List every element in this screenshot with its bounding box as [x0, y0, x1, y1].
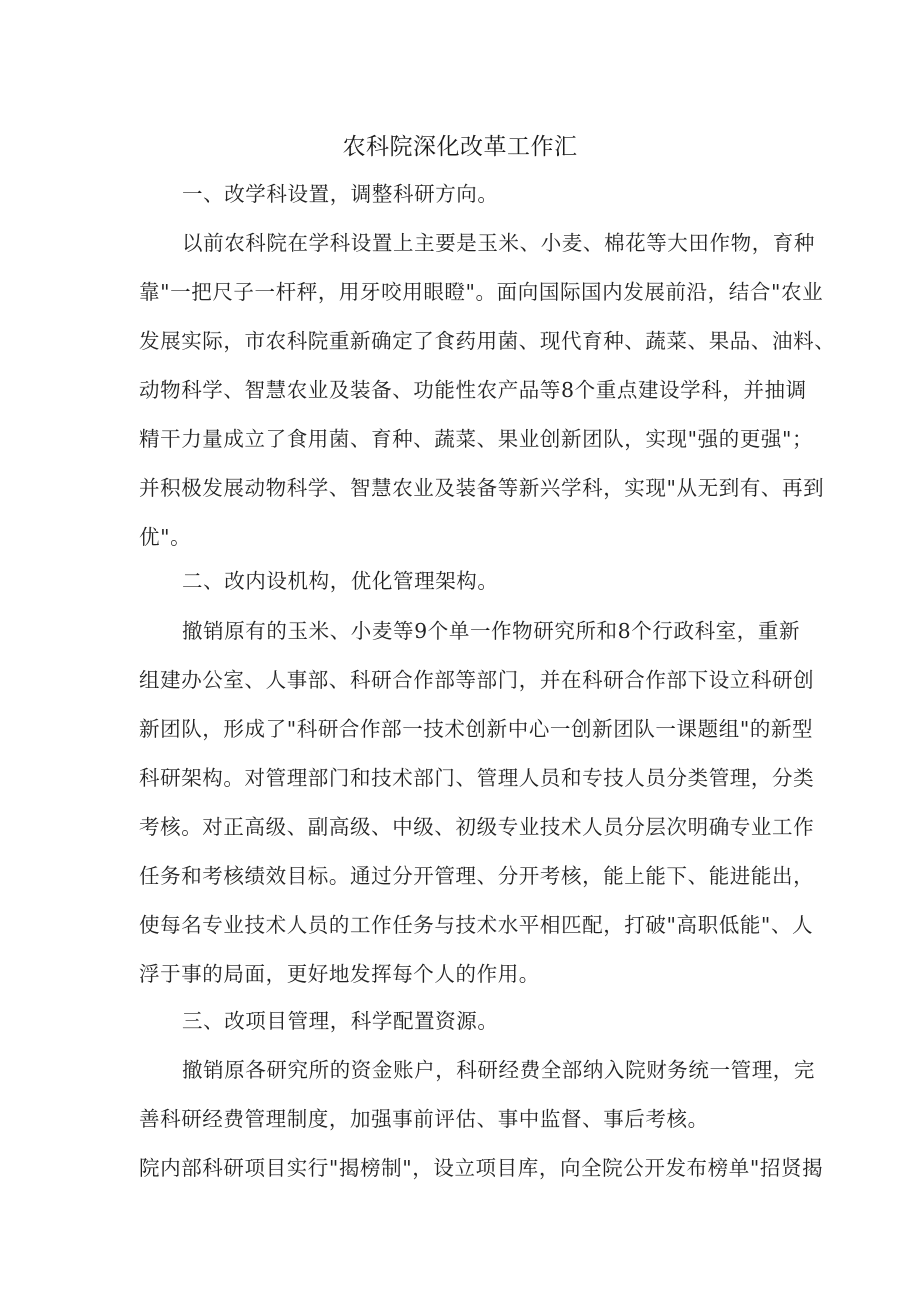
paragraph-line: 发展实际，市农科院重新确定了食药用菌、现代育种、蔬菜、果品、油料、: [139, 329, 836, 353]
paragraph-line: 善科研经费管理制度，加强事前评估、事中监督、事后考核。: [139, 1107, 709, 1131]
section-heading-1: 一、改学科设置，调整科研方向。: [182, 182, 499, 206]
paragraph-line: 并积极发展动物科学、智慧农业及装备等新兴学科，实现"从无到有、再到: [139, 476, 825, 500]
section-heading-2: 二、改内设机构，优化管理架构。: [182, 569, 499, 593]
paragraph-line: 组建办公室、人事部、科研合作部等部门，并在科研合作部下设立科研创: [139, 668, 815, 692]
paragraph-line: 撤销原有的玉米、小麦等9个单一作物研究所和8个行政科室，重新: [182, 619, 801, 643]
paragraph-line: 撤销原各研究所的资金账户，科研经费全部纳入院财务统一管理，完: [182, 1058, 815, 1082]
document-title: 农科院深化改革工作汇: [342, 134, 578, 160]
paragraph-line: 考核。对正高级、副高级、中级、初级专业技术人员分层次明确专业工作: [139, 815, 815, 839]
paragraph-line: 科研架构。对管理部门和技术部门、管理人员和专技人员分类管理，分类: [139, 766, 815, 790]
paragraph-line: 新团队，形成了"科研合作部一技术创新中心一创新团队一课题组"的新型: [139, 717, 814, 741]
paragraph-line: 院内部科研项目实行"揭榜制"，设立项目库，向全院公开发布榜单"招贤揭: [139, 1156, 824, 1180]
paragraph-line: 优"。: [139, 525, 192, 549]
paragraph-line: 浮于事的局面，更好地发挥每个人的作用。: [139, 962, 540, 986]
paragraph-line: 动物科学、智慧农业及装备、功能性农产品等8个重点建设学科，并抽调: [139, 378, 807, 402]
paragraph-line: 精干力量成立了食用菌、育种、蔬菜、果业创新团队，实现"强的更强"；: [139, 427, 814, 451]
paragraph-line: 任务和考核绩效目标。通过分开管理、分开考核，能上能下、能进能出，: [139, 864, 815, 888]
section-heading-3: 三、改项目管理，科学配置资源。: [182, 1009, 499, 1033]
paragraph-line: 靠"一把尺子一杆秤，用牙咬用眼瞪"。面向国际国内发展前沿，结合"农业: [139, 280, 824, 304]
paragraph-line: 使每名专业技术人员的工作任务与技术水平相匹配，打破"高职低能"、人: [139, 913, 814, 937]
paragraph-line: 以前农科院在学科设置上主要是玉米、小麦、棉花等大田作物，育种: [182, 231, 815, 255]
